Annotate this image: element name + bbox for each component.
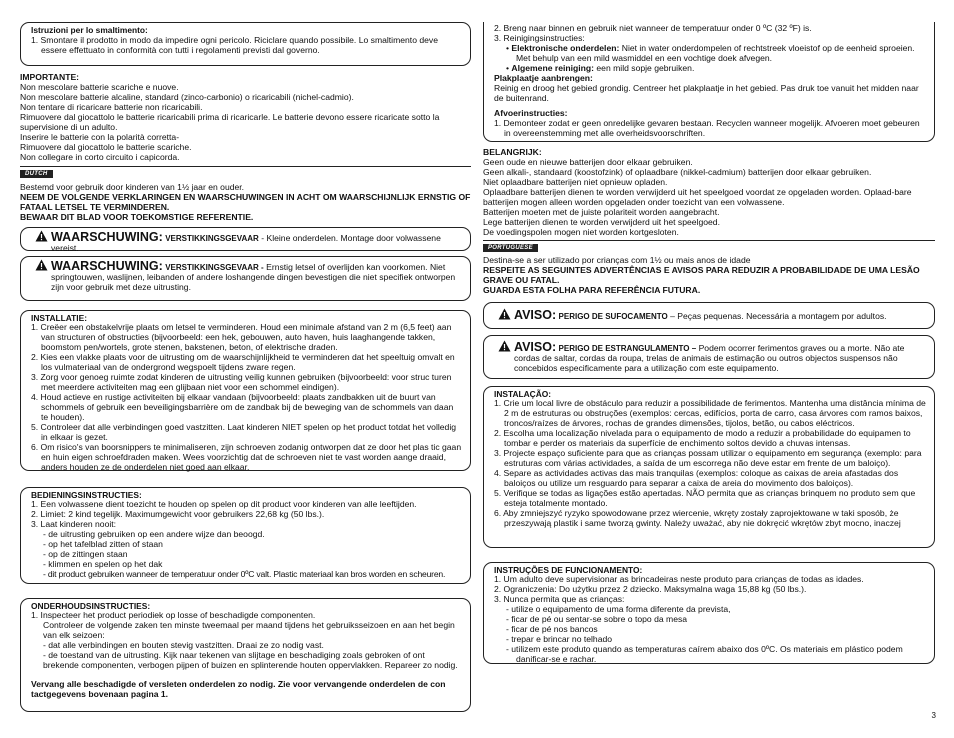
operating-item: 2. Limiet: 2 kind tegelijk. Maximumgewicht voor gebruikers 22,68 kg (50 lbs.).	[31, 509, 325, 520]
portuguese-warning-word: AVISO:	[514, 339, 557, 354]
italian-disposal-item: 1. Smontare il prodotto in modo da impedire ogni pericolo. Riciclare quando possibile. Lo smaltimento deve essere effettuato in conformità con tutti i regolamenti previsti dal governo.	[31, 34, 438, 55]
cleaning-bullet-label: Algemene reiniging:	[511, 62, 595, 73]
portuguese-warning-hazard: PERIGO DE ESTRANGULAMENTO –	[558, 343, 697, 353]
installation-item: 2. Kies een vlakke plaats voor de uitrusting om de waarschijnlijkheid te verminderen dat het speeltuig omvalt en los vulmateriaal van de ondergrond wegspoelt tijdens zware regen.	[31, 352, 455, 373]
importante-line: Inserire le batterie con la polarità corretta-	[20, 131, 180, 142]
right-column	[483, 22, 935, 664]
operating-title: INSTRUÇÕES DE FUNCIONAMENTO:	[494, 564, 643, 575]
warning-triangle-icon	[35, 259, 48, 271]
operating-subitem: - utilize o equipamento de uma forma diferente da prevista,	[506, 604, 731, 615]
dutch-choking-warning	[20, 227, 471, 251]
operating-subitem: - de uitrusting gebruiken op een andere wijze dan beoogd.	[43, 529, 265, 540]
italian-disposal-box	[20, 22, 471, 66]
portuguese-warning-text: Podem ocorrer ferimentos graves ou a morte. Não ate cordas de saltar, cordas da roupa, trelas de animais de estimação ou outros objectos suspensos não concebidos especificamente para a utilização com este equipamento.	[514, 342, 905, 373]
installation-item: 4. Separe as actividades activas das mais tranquilas (exemplos: coloque as caixas de areia afastadas dos baloiços ou utilize um resguardo para separar a caixa de areia do movimento dos baloiços).	[494, 468, 899, 489]
operating-item: 3. Laat kinderen nooit:	[31, 519, 117, 530]
dutch-cleaning-box	[483, 22, 935, 142]
installation-title: INSTALLATIE:	[31, 312, 87, 323]
operating-subitem: - ficar de pé nos bancos	[506, 624, 598, 635]
portuguese-choking-warning	[483, 302, 935, 329]
importante-line: Non mescolare batterie scariche e nuove.	[20, 81, 179, 92]
maintenance-item: 1. Inspecteer het product periodiek op losse of beschadigde componenten.	[31, 610, 316, 621]
belangrijk-line: Batterijen moeten met de juiste polariteit worden aangebracht.	[483, 206, 720, 217]
warning-triangle-icon	[498, 308, 511, 320]
operating-item: 3. Nunca permita que as crianças:	[494, 594, 625, 605]
importante-title: IMPORTANTE:	[20, 72, 80, 82]
importante-line: Non tentare di ricaricare batterie non ricaricabili.	[20, 101, 203, 112]
portuguese-warning-word: AVISO:	[514, 307, 557, 322]
portuguese-warning-statement: RESPEITE AS SEGUINTES ADVERTÊNCIAS E AVISOS PARA REDUZIR A PROBABILIDADE DE UMA LESÃO GRAVE OU FATAL.	[483, 264, 920, 285]
installation-item: 6. Aby zmniejszyć ryzyko spowodowane przez wiercenie, wkręty zostały zaprojektowane w taki sposób, że przeszywają plastik i same tworzą gwinty. Należy uważać, aby nie dokręcić wkrętów zbyt mocno, inaczej	[494, 508, 901, 528]
warning-triangle-icon	[35, 230, 48, 242]
dutch-warning-word: WAARSCHUWING:	[51, 229, 163, 244]
importante-section	[20, 73, 471, 163]
cleaning-bullet	[494, 44, 926, 64]
installation-item: 2. Escolha uma localização nivelada para o equipamento de modo a reduzir a probabilidade do equipamen to tombar e perder os materiais da superfície de enchimento soltos devido a chuvas intensas.	[494, 428, 911, 449]
page-number: 3	[931, 711, 936, 720]
dutch-language-tag: DUTCH	[20, 170, 53, 178]
operating-title: BEDIENINGSINSTRUCTIES:	[31, 489, 142, 500]
dutch-warning-text: Ernstig letsel of overlijden kan voorkomen. Niet springtouwen, waslijnen, leibanden of andere loshangende dingen bevestigen die niet specifiek ontworpen zijn voor gebruik met deze uitrusting.	[51, 261, 456, 292]
belangrijk-section	[483, 148, 935, 238]
installation-item: 5. Verifique se todas as ligações estão apertadas. NÃO permita que as crianças brinquem no produto sem que esteja totalmente montado.	[494, 488, 916, 509]
operating-item: 2. Ograniczenia: Do użytku przez 2 dziecko. Maksymalna waga 15,88 kg (50 lbs.).	[494, 584, 807, 595]
dutch-operating-box	[20, 487, 471, 584]
installation-item: 3. Zorg voor genoeg ruimte zodat kinderen de uitrusting veilig kunnen gebruiken (bijvoorbeeld: voor struc turen met meerdere activiteiten mag een glijbaan niet voor een schommel eindigen).	[31, 372, 452, 393]
operating-subitem: - klimmen en spelen op het dak	[43, 559, 163, 570]
installation-item: 1. Creëer een obstakelvrije plaats om letsel te verminderen. Houd een minimale afstand van 2 m (6,5 feet) aan van structuren of obstructies (bijvoorbeeld: een hek, gebouwen, auto haven, huis laaghangende takken, boomstom pen/wortels, grote stenen, bakstenen, beton, of elektrische draden.	[31, 322, 452, 353]
dutch-warning-text: - Kleine onderdelen. Montage door volwassene vereist.	[51, 232, 441, 253]
dutch-warning-statement: NEEM DE VOLGENDE VERKLARINGEN EN WAARSCHUWINGEN IN ACHT OM WAARSCHIJNLIJK ERNSTIG OF FATAAL LETSEL TE VERMINDEREN.	[20, 191, 471, 212]
importante-line: Rimuovere dal giocattolo le batterie scariche.	[20, 141, 192, 152]
belangrijk-line: De voedingspolen mogen niet worden kortgesloten.	[483, 226, 679, 237]
cleaning-bullet-text: Niet in water onderdompelen of rechtstreek vloeistof op de eenheid sproeien. Met behulp van een mild wasmiddel en een vochtige doek afvegen.	[516, 42, 915, 63]
dutch-strangulation-warning	[20, 256, 471, 301]
dutch-warning-hazard: VERSTIKKINGSGEVAAR	[165, 233, 259, 243]
dutch-maintenance-box	[20, 598, 471, 712]
operating-subitem: - utilizem este produto quando as temperaturas caírem abaixo dos 0ºC. Os materiais em plástico podem danificar-se e rachar.	[506, 644, 903, 665]
installation-item: 5. Controleer dat alle verbindingen goed vastzitten. Laat kinderen NIET spelen op het product totdat het volledig in elkaar is gezet.	[31, 422, 457, 442]
cleaning-bullet-label: Elektronische onderdelen:	[511, 42, 620, 53]
portuguese-warning-text: – Peças pequenas. Necessária a montagem por adultos.	[667, 310, 887, 321]
portuguese-language-tag: PORTUGUESE	[483, 244, 538, 252]
left-column	[20, 22, 471, 712]
belangrijk-line: Niet oplaadbare batterijen niet opnieuw opladen.	[483, 176, 668, 187]
operating-item: 1. Een volwassene dient toezicht te houden op spelen op dit product voor kinderen van alle leeftijden.	[31, 499, 417, 510]
operating-item: 1. Um adulto deve supervisionar as brincadeiras neste produto para crianças de todas as idades.	[494, 574, 864, 585]
belangrijk-title: BELANGRIJK:	[483, 147, 542, 157]
installation-item: 3. Projecte espaço suficiente para que as crianças possam utilizar o equipamento em segurança (exemplo: para estruturas com várias actividades, a saída de um escorrega não deve estar em frente de um baloiço).	[494, 448, 922, 469]
cleaning-line: 3. Reinigingsinstructies:	[494, 32, 585, 43]
maintenance-title: ONDERHOUDSINSTRUCTIES:	[31, 600, 151, 611]
dutch-warning-word: WAARSCHUWING:	[51, 258, 163, 273]
maintenance-paragraph: Controleer de volgende zaken ten minste tweemaal per maand tijdens het gebruiksseizoen en aan het begin van elk seizoen:	[43, 620, 455, 641]
warning-triangle-icon	[498, 340, 511, 352]
decal-title: Plakplaatje aanbrengen:	[494, 72, 593, 83]
maintenance-paragraph: - dat alle verbindingen en bouten stevig vastzitten. Draai ze zo nodig vast.	[43, 640, 324, 651]
portuguese-strangulation-warning	[483, 335, 935, 379]
importante-line: Non mescolare batterie alcaline, standard (zinco-carbonio) o ricaricabili (nichel-cadmio).	[20, 91, 354, 102]
installation-title: INSTALAÇÃO:	[494, 388, 552, 399]
dutch-keep-sheet-statement: BEWAAR DIT BLAD VOOR TOEKOMSTIGE REFERENTIE.	[20, 211, 254, 222]
installation-item: 6. Om risico's van boorsnippers te minimaliseren, zijn schroeven zodanig ontworpen dat ze door het plas tic gaan en huin eigen schroefdraden maken. Wees voorzichtig dat de schroeven niet te vast worden aange draaid, anders houden ze de onderdelen niet goed aan elkaar.	[31, 441, 462, 472]
importante-line: Rimuovere dal giocattolo le batterie ricaricabili prima di ricaricarle. Le batterie devono essere ricaricate sotto la supervisione di un adulto.	[20, 111, 440, 132]
operating-subitem: - dit product gebruiken wanneer de temperatuur onder 0ºC valt. Plastic materiaal kan bros worden en scheuren.	[43, 569, 446, 580]
importante-line: Non collegare in corto circuito i capicorda.	[20, 151, 180, 162]
operating-subitem: - op de zittingen staan	[43, 549, 128, 560]
portuguese-installation-box	[483, 386, 935, 548]
dutch-intro-text: Bestemd voor gebruik door kinderen van 1½ jaar en ouder.	[20, 181, 245, 192]
decal-text: Reinig en droog het gebied grondig. Centreer het plakplaatje in het gebied. Pas druk toe vanuit het midden naar de buitenrand.	[494, 82, 919, 103]
portuguese-divider	[483, 240, 935, 241]
portuguese-warning-hazard: PERIGO DE SUFOCAMENTO	[558, 311, 668, 321]
portuguese-intro-text: Destina-se a ser utilizado por crianças com 1½ ou mais anos de idade	[483, 254, 751, 265]
dutch-intro	[20, 183, 471, 223]
italian-disposal-title: Istruzioni per lo smaltimento:	[31, 25, 148, 35]
dutch-warning-hazard: VERSTIKKINGSGEVAAR -	[165, 262, 264, 272]
operating-subitem: - trepar e brincar no telhado	[506, 634, 613, 645]
portuguese-intro	[483, 256, 935, 296]
maintenance-replace-note: Vervang alle beschadigde of versleten onderdelen zo nodig. Zie voor vervangende onderdelen de con tactgegevens bovenaan pagina 1.	[31, 679, 446, 700]
disposal-text: 1. Demonteer zodat er geen onredelijke gevaren bestaan. Recyclen wanneer mogelijk. Afvoeren moet gebeuren in overeenstemming met alle overheidsvoorschriften.	[494, 117, 920, 138]
cleaning-bullet-text: een mild sopje gebruiken.	[594, 62, 695, 73]
belangrijk-line: Geen oude en nieuwe batterijen door elkaar gebruiken.	[483, 156, 693, 167]
installation-item: 4. Houd actieve en rustige activiteiten bij elkaar vandaan (bijvoorbeeld: plaats zandbakken uit de buurt van schommels of gebruik een beveiligingsbarrière om de zandbak bij de beweging van de schommels van daan te houden).	[31, 392, 454, 423]
maintenance-paragraph: - de toestand van de uitrusting. Kijk naar tekenen van slijtage en beschadiging zoals gebroken of ont brekende componenten, verbogen pijpen of buizen en splinterende houten oppervlakken. Repareer zo nodig.	[43, 650, 458, 671]
dutch-language-tag-row	[20, 166, 471, 167]
operating-subitem: - ficar de pé ou sentar-se sobre o topo da mesa	[506, 614, 688, 625]
portuguese-operating-box	[483, 562, 935, 664]
belangrijk-line: Geen alkali-, standaard (koostofzink) of oplaadbare (nikkel-cadmium) batterijen door elkaar gebruiken.	[483, 166, 872, 177]
cleaning-line: 2. Breng naar binnen en gebruik niet wanneer de temperatuur onder 0 ºC (32 ºF) is.	[494, 23, 812, 33]
belangrijk-line: Oplaadbare batterijen dienen te worden verwijderd uit het speelgoed voordat ze opgeladen worden. Oplaad-bare batterijen mogen alleen worden opgeladen onder toezicht van een volwassene.	[483, 186, 912, 207]
operating-subitem: - op het tafelblad zitten of staan	[43, 539, 163, 550]
portuguese-keep-sheet-statement: GUARDA ESTA FOLHA PARA REFERÊNCIA FUTURA.	[483, 284, 701, 295]
belangrijk-line: Lege batterijen dienen te worden verwijderd uit het speelgoed.	[483, 216, 720, 227]
installation-item: 1. Crie um local livre de obstáculo para reduzir a possibilidade de ferimentos. Mantenha uma distância mínima de 2 m de estruturas ou obstruções (exemplos: cercas, edifícios, porta de carro, casa árvores com ramos baixos, troncos/raízes de árvores, rochas de grandes dimensões, tijolos, betão, ou cabos eléctricos.	[494, 398, 926, 429]
dutch-installation-box	[20, 310, 471, 471]
disposal-title: Afvoerinstructies:	[494, 107, 568, 118]
